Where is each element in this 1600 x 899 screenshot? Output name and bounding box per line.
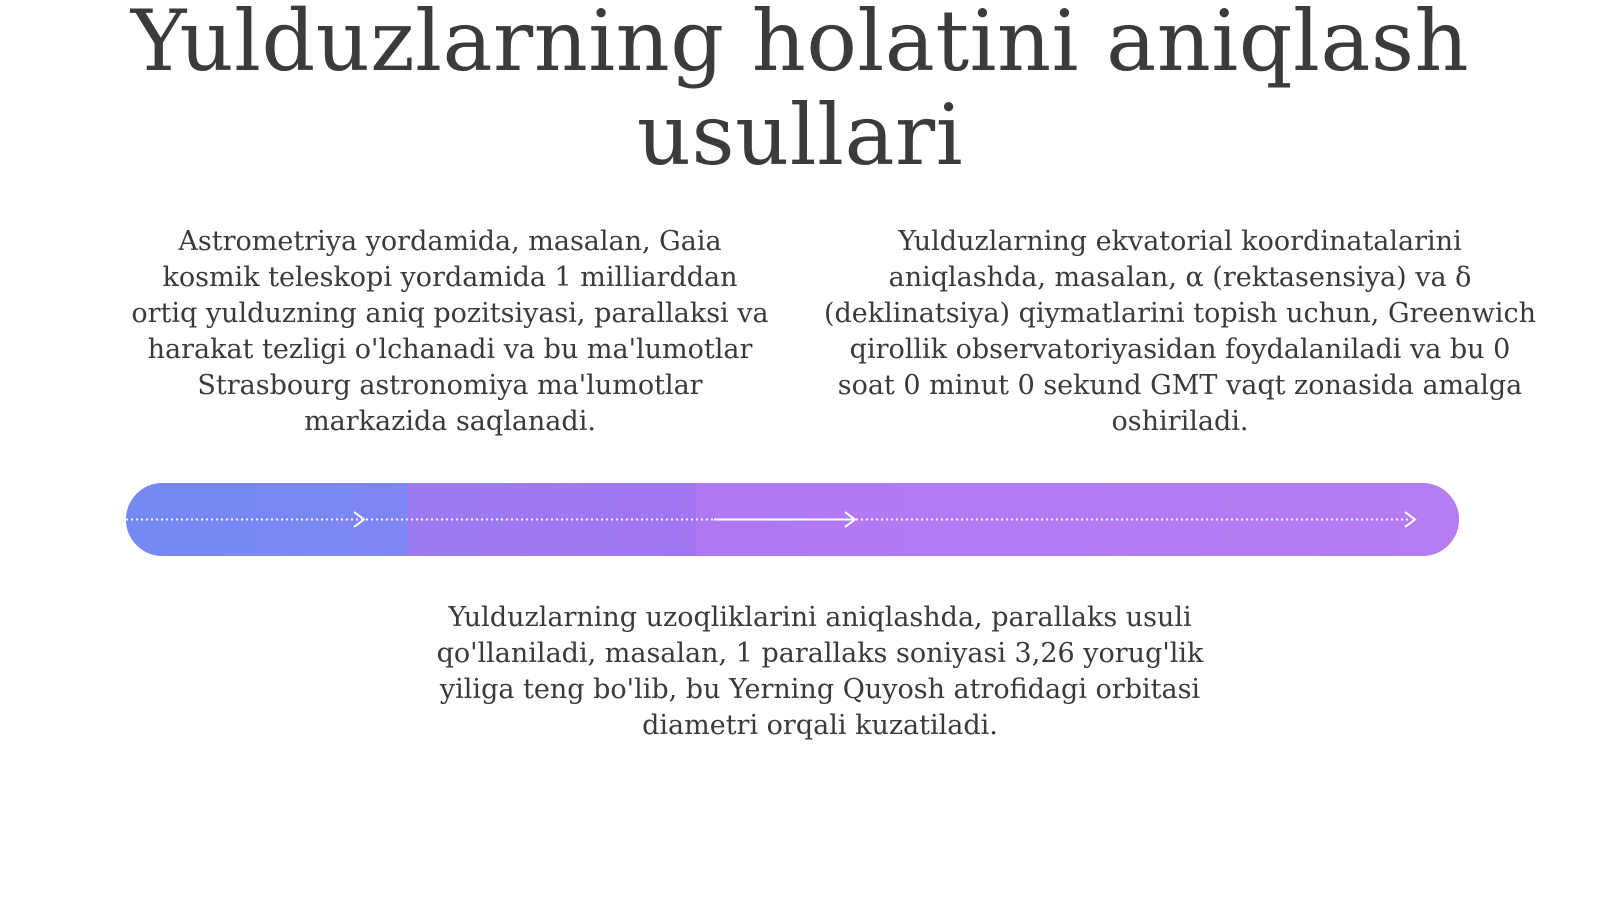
timeline-bar: [126, 483, 1459, 556]
slide-title: Yulduzlarning holatini aniqlash usullari: [130, 0, 1470, 184]
text-block-astrometry: Astrometriya yordamida, masalan, Gaia kosmik teleskopi yordamida 1 milliarddan ortiq yulduzning aniq pozitsiyasi, parallaksi va harakat tezligi o'lchanadi va bu ma'lumotlar Strasbourg astronomiya ma'lumotlar markazida saqlanadi.: [131, 226, 769, 437]
timeline-arrows: [126, 483, 1459, 556]
text-block-equatorial-coordinates: Yulduzlarning ekvatorial koordinatalarini aniqlashda, masalan, α (rektasensiya) va δ (deklinatsiya) qiymatlarini topish uchun, Greenwich qirollik observatoriyasidan foydalaniladi va bu 0 soat 0 minut 0 sekund GMT vaqt zonasida amalga oshiriladi.: [823, 226, 1537, 437]
arrow-head-1-icon: [354, 512, 364, 527]
text-block-parallax-distance: Yulduzlarning uzoqliklarini aniqlashda, parallaks usuli qo'llaniladi, masalan, 1 parallaks soniyasi 3,26 yorug'lik yiliga teng bo'lib, bu Yerning Quyosh atrofidagi orbitasi diametri orqali kuzatiladi.: [436, 602, 1204, 741]
